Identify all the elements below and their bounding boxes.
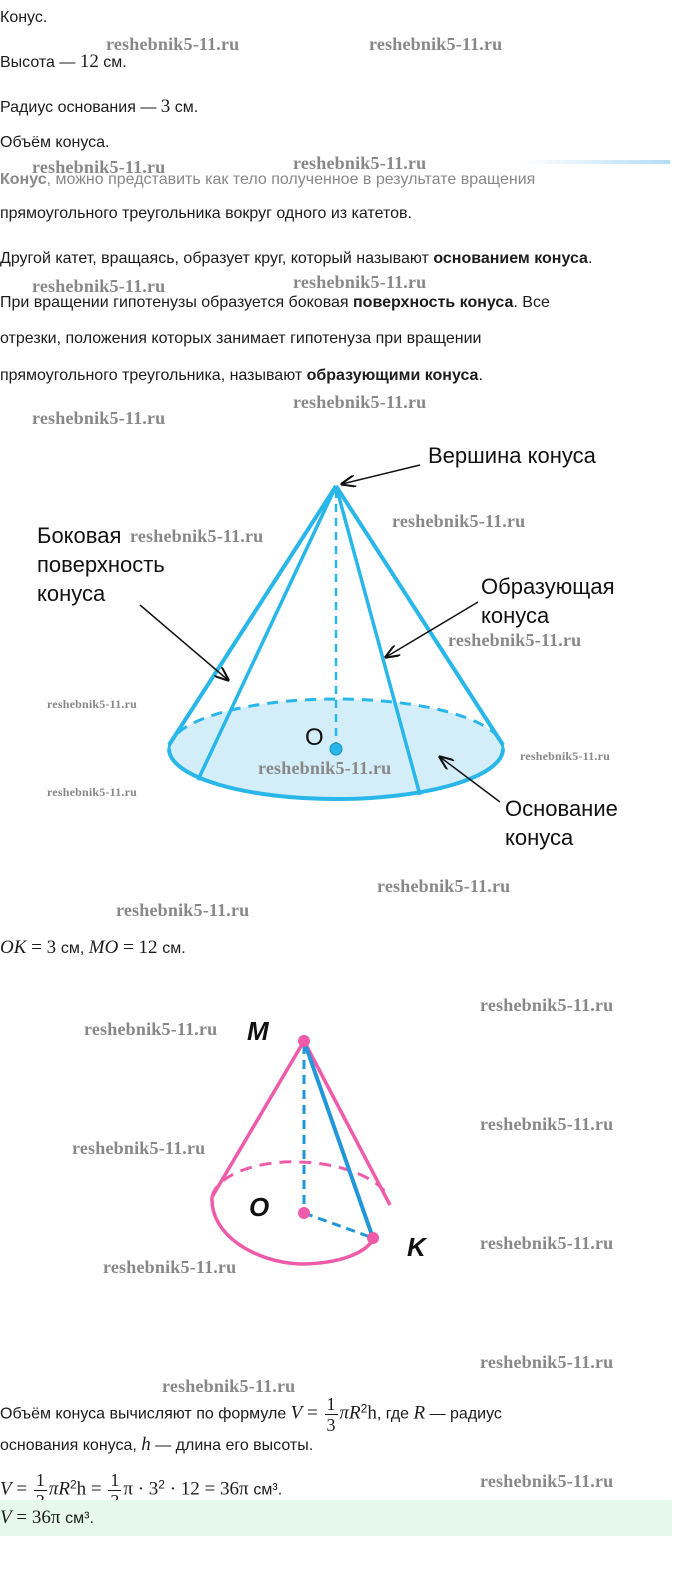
given-unit1: см,	[60, 940, 89, 957]
calc-v: V	[0, 1478, 12, 1500]
calc-sq: 2	[69, 1477, 77, 1492]
radius-unit: см.	[170, 99, 199, 116]
radius-label: Радиус основания —	[0, 99, 161, 116]
given-ok: OK	[0, 937, 27, 958]
height-value: 12	[79, 51, 99, 72]
cone2-radius-ok	[304, 1213, 373, 1238]
watermark: reshebnik5-11.ru	[293, 392, 427, 412]
answer-line	[0, 1508, 94, 1529]
formula-fraction	[325, 1394, 338, 1435]
theory-line-3-end: . Все	[513, 294, 550, 311]
formula-r2: R	[413, 1402, 426, 1424]
label-center: O	[305, 724, 324, 751]
point-m	[298, 1035, 310, 1047]
answer-unit: см³.	[65, 1510, 94, 1527]
label-o: O	[249, 1192, 270, 1222]
theory-line-3-text: При вращении гипотенузы образуется боковая	[0, 294, 354, 311]
watermark: reshebnik5-11.ru	[480, 1352, 614, 1372]
intro-line-1: Конус.	[0, 9, 48, 26]
label-base-2: конуса	[505, 825, 574, 850]
height-unit: см.	[98, 54, 127, 71]
theory-line-5-end: .	[478, 367, 483, 384]
label-generatrix-2: конуса	[481, 603, 550, 628]
watermark: reshebnik5-11.ru	[32, 157, 166, 177]
theory-line-3-bold: поверхность конуса	[353, 294, 514, 311]
watermark: reshebnik5-11.ru	[32, 408, 166, 428]
given-line	[0, 938, 186, 959]
watermark: reshebnik5-11.ru	[72, 1138, 206, 1158]
arrow-vertex	[342, 465, 420, 484]
point-k	[367, 1232, 379, 1244]
formula-line2-start: основания конуса,	[0, 1437, 142, 1454]
answer-eq: = 36π	[11, 1507, 66, 1528]
label-lateral-2: поверхность	[37, 552, 165, 577]
formula-pi: π	[339, 1402, 350, 1424]
calc-rest: π · 3	[123, 1478, 159, 1500]
watermark: reshebnik5-11.ru	[480, 995, 614, 1015]
label-lateral-3: конуса	[37, 581, 106, 606]
cone-center-point	[330, 743, 342, 755]
watermark: reshebnik5-11.ru	[480, 1233, 614, 1253]
theory-line-2-text: Другой катет, вращаясь, образует круг, который называют	[0, 250, 434, 267]
volume-label: Объём конуса.	[0, 134, 110, 151]
watermark: reshebnik5-11.ru	[47, 785, 137, 799]
decorative-strip	[520, 160, 670, 164]
formula-text-2: , где	[376, 1405, 414, 1423]
formula-frac-top: 1	[326, 1394, 336, 1414]
watermark: reshebnik5-11.ru	[520, 749, 610, 763]
label-lateral-1: Боковая	[37, 523, 122, 548]
calc-frac-top: 1	[35, 1470, 45, 1490]
watermark: reshebnik5-11.ru	[103, 1257, 237, 1277]
formula-h2: h	[141, 1434, 151, 1455]
calc-frac2-top: 1	[110, 1470, 120, 1490]
watermark: reshebnik5-11.ru	[448, 630, 582, 650]
formula-text-1: Объём конуса вычисляют по формуле	[0, 1405, 291, 1423]
formula-h: h	[367, 1402, 377, 1424]
watermark: reshebnik5-11.ru	[258, 758, 392, 778]
height-line	[0, 52, 127, 73]
watermark: reshebnik5-11.ru	[293, 153, 427, 173]
partial-rest: , можно представить как тело полученное в результате вращения	[46, 172, 536, 188]
formula-r: R	[349, 1402, 361, 1424]
theory-line-5	[0, 366, 483, 386]
radius-value: 3	[160, 96, 171, 117]
watermark: reshebnik5-11.ru	[130, 526, 264, 546]
label-m: M	[247, 1016, 269, 1046]
theory-line-1: прямоугольного треугольника вокруг одного из катетов.	[0, 205, 412, 222]
watermark: reshebnik5-11.ru	[162, 1376, 296, 1396]
cone2-right-side	[304, 1041, 390, 1205]
watermark: reshebnik5-11.ru	[369, 34, 503, 54]
partial-bold: Конус	[0, 172, 47, 188]
formula-text-3: — радиус	[425, 1405, 502, 1423]
formula-line	[0, 1394, 502, 1435]
theory-line-2-end: .	[587, 250, 593, 267]
theory-line-5-bold: образующими конуса	[306, 367, 479, 384]
radius-line	[0, 97, 198, 118]
calc-h: h =	[76, 1478, 107, 1500]
formula-line2-end: — длина его высоты.	[150, 1437, 314, 1454]
given-eq2: = 12	[118, 937, 163, 958]
cone2-left-side	[212, 1041, 304, 1197]
watermark: reshebnik5-11.ru	[47, 697, 137, 711]
theory-line-5-text: прямоугольного треугольника, называют	[0, 367, 307, 384]
arrow-lateral	[140, 605, 228, 680]
calc-sq2: 2	[158, 1477, 165, 1492]
watermark: reshebnik5-11.ru	[480, 1114, 614, 1134]
given-unit2: см.	[162, 940, 186, 957]
answer-v: V	[0, 1507, 12, 1528]
given-eq1: = 3	[26, 937, 61, 958]
theory-line-4: отрезки, положения которых занимает гипотенуза при вращении	[0, 330, 482, 347]
label-base-1: Основание	[505, 796, 618, 821]
theory-line-2	[0, 249, 592, 269]
point-o	[298, 1207, 310, 1219]
formula-line-2	[0, 1435, 313, 1456]
formula-sq: 2	[360, 1401, 368, 1416]
watermark: reshebnik5-11.ru	[84, 1019, 218, 1039]
watermark: reshebnik5-11.ru	[480, 1471, 614, 1491]
calc-unit: см³.	[253, 1481, 283, 1499]
calc-pi-r: πR	[48, 1478, 70, 1500]
watermark: reshebnik5-11.ru	[293, 272, 427, 292]
cone2-back-arc	[212, 1162, 388, 1197]
given-mo: MO	[88, 937, 119, 958]
calc-eq: =	[11, 1478, 32, 1500]
calc-rest2: · 12 = 36π	[164, 1478, 254, 1500]
watermark: reshebnik5-11.ru	[377, 876, 511, 896]
watermark: reshebnik5-11.ru	[106, 34, 240, 54]
formula-v: V	[290, 1402, 303, 1424]
watermark: reshebnik5-11.ru	[392, 511, 526, 531]
label-k: K	[407, 1232, 426, 1262]
formula-eq: =	[302, 1402, 323, 1424]
height-label: Высота —	[0, 54, 80, 71]
formula-frac-bottom: 3	[326, 1415, 336, 1435]
theory-line-2-bold: основанием конуса	[433, 250, 588, 267]
watermark: reshebnik5-11.ru	[116, 900, 250, 920]
answer-highlight	[0, 1500, 672, 1536]
watermark: reshebnik5-11.ru	[32, 276, 166, 296]
label-vertex: Вершина конуса	[428, 443, 596, 468]
cone2-slant-mk	[304, 1041, 373, 1238]
label-generatrix-1: Образующая	[481, 574, 615, 599]
